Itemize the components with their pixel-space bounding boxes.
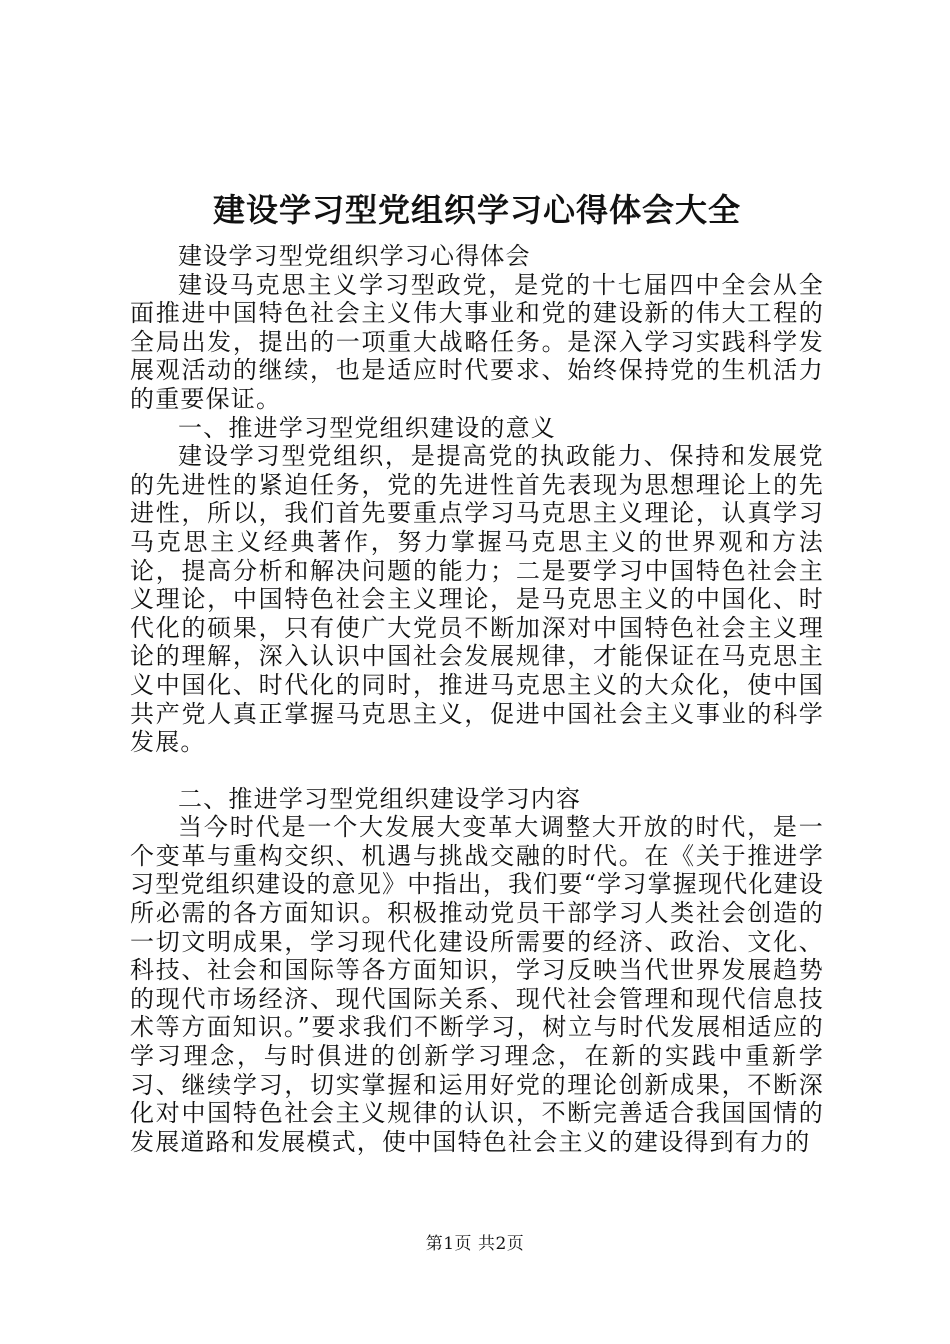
section-1-paragraph: 建设学习型党组织，是提高党的执政能力、保持和发展党的先进性的紧迫任务，党的先进性首先表现为思想理论上的先进性，所以，我们首先要重点学习马克思主义理论，认真学习马克思主义经典著作，努力掌握马克思主义的世界观和方法论，提高分析和解决问题的能力；二是要学习中国特色社会主义理论，中国特色社会主义理论，是马克思主义的中国化、时代化的硕果，只有使广大党员不断加深对中国特色社会主义理论的理解，深入认识中国社会发展规律，才能保证在马克思主义中国化、时代化的同时，推进马克思主义的大众化，使中国共产党人真正掌握马克思主义，促进中国社会主义事业的科学发展。 xyxy=(130,442,824,757)
subtitle-paragraph: 建设学习型党组织学习心得体会 xyxy=(178,242,531,270)
document-page xyxy=(130,188,824,1156)
intro-paragraph: 建设马克思主义学习型政党，是党的十七届四中全会从全面推进中国特色社会主义伟大事业和党的建设新的伟大工程的全局出发，提出的一项重大战略任务。是深入学习实践科学发展观活动的继续，也是适应时代要求、始终保持党的生机活力的重要保证。 xyxy=(130,270,824,413)
page-footer: 第1页 共2页 xyxy=(425,1234,525,1254)
document-title: 建设学习型党组织学习心得体会大全 xyxy=(212,191,741,229)
section-heading-2: 二、推进学习型党组织建设学习内容 xyxy=(178,784,582,813)
section-heading-1: 一、推进学习型党组织建设的意义 xyxy=(178,413,556,442)
section-2-paragraph: 当今时代是一个大发展大变革大调整大开放的时代，是一个变革与重构交织、机遇与挑战交融的时代。在《关于推进学习型党组织建设的意见》中指出，我们要“学习掌握现代化建设所必需的各方面知识。积极推动党员干部学习人类社会创造的一切文明成果，学习现代化建设所需要的经济、政治、文化、科技、社会和国际等各方面知识，学习反映当代世界发展趋势的现代市场经济、现代国际关系、现代社会管理和现代信息技术等方面知识。”要求我们不断学习，树立与时代发展相适应的学习理念，与时俱进的创新学习理念，在新的实践中重新学习、继续学习，切实掌握和运用好党的理论创新成果，不断深化对中国特色社会主义规律的认识，不断完善适合我国国情的发展道路和发展模式，使中国特色社会主义的建设得到有力的 xyxy=(130,813,824,1156)
